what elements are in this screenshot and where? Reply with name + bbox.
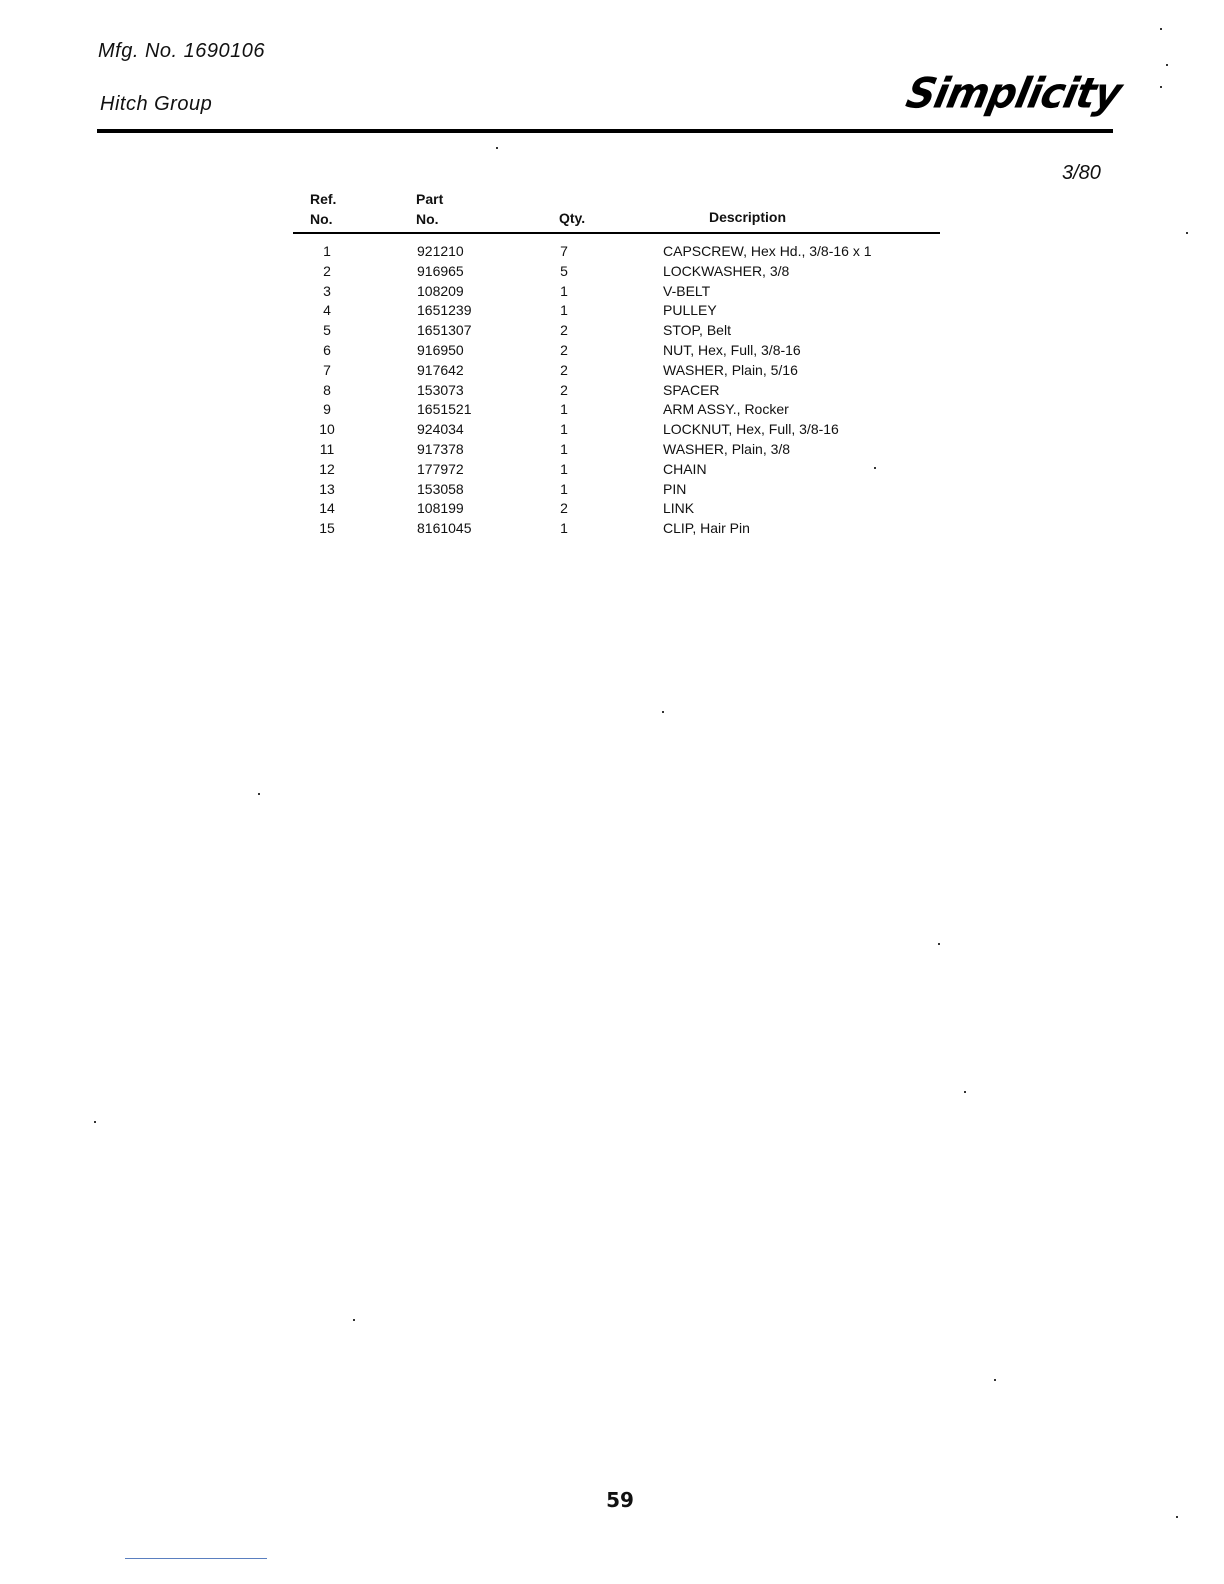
part-cell: 153058 [417, 480, 464, 497]
part-cell: 924034 [417, 421, 464, 438]
qty-cell: 1 [560, 421, 568, 438]
table-row [0, 440, 1224, 460]
description-cell: WASHER, Plain, 3/8 [663, 440, 791, 457]
description-cell: LOCKNUT, Hex, Full, 3/8-16 [663, 421, 839, 438]
description-cell: NUT, Hex, Full, 3/8-16 [663, 341, 801, 358]
table-row [0, 420, 1224, 440]
description-cell: LINK [663, 500, 695, 517]
ref-cell: 15 [319, 520, 335, 537]
qty-cell: 5 [560, 262, 568, 279]
scan-speck [1160, 28, 1162, 30]
table-row [0, 262, 1224, 282]
description-cell: WASHER, Plain, 5/16 [663, 361, 798, 378]
part-cell: 177972 [417, 460, 464, 477]
header-qty: Qty. [559, 210, 586, 226]
qty-cell: 1 [560, 480, 568, 497]
table-row [0, 499, 1224, 519]
header-ref-line1: Ref. [310, 191, 337, 207]
ref-cell: 13 [319, 480, 335, 497]
description-cell: LOCKWASHER, 3/8 [663, 262, 790, 279]
part-cell: 1651239 [417, 302, 472, 319]
part-cell: 1651307 [417, 322, 472, 339]
scan-speck [1176, 1516, 1178, 1518]
table-row [0, 480, 1224, 500]
ref-cell: 5 [323, 322, 331, 339]
ref-cell: 8 [323, 381, 331, 398]
scan-speck [496, 147, 498, 149]
ref-cell: 11 [319, 440, 335, 457]
ref-cell: 4 [323, 302, 331, 319]
header-description: Description [709, 209, 787, 225]
part-cell: 916965 [417, 262, 464, 279]
description-cell: V-BELT [663, 282, 711, 299]
table-row [0, 381, 1224, 401]
qty-cell: 1 [560, 282, 568, 299]
qty-cell: 1 [560, 302, 568, 319]
qty-cell: 1 [560, 460, 568, 477]
scan-speck [1186, 232, 1188, 234]
scan-speck [964, 1091, 966, 1093]
qty-cell: 1 [560, 401, 568, 418]
table-row [0, 242, 1224, 262]
scan-speck [353, 1319, 355, 1321]
table-header-rule [293, 232, 940, 234]
header-part-no [416, 189, 443, 229]
ref-cell: 14 [319, 500, 335, 517]
header-part-line2: No. [416, 211, 439, 227]
section-title: Hitch Group [100, 93, 213, 115]
qty-cell: 2 [560, 361, 568, 378]
mfg-number: Mfg. No. 1690106 [98, 40, 265, 62]
ref-cell: 2 [323, 262, 331, 279]
header-ref-line2: No. [310, 211, 333, 227]
table-row [0, 282, 1224, 302]
qty-cell: 1 [560, 520, 568, 537]
qty-cell: 1 [560, 440, 568, 457]
brand-logo: Simplicity [902, 69, 1126, 118]
table-row [0, 361, 1224, 381]
qty-cell: 2 [560, 381, 568, 398]
part-cell: 916950 [417, 341, 464, 358]
table-row [0, 460, 1224, 480]
scan-speck [938, 943, 940, 945]
header-part-line1: Part [416, 191, 444, 207]
ref-cell: 9 [323, 401, 331, 418]
scan-speck [1160, 86, 1162, 88]
ref-cell: 12 [319, 460, 335, 477]
description-cell: ARM ASSY., Rocker [663, 401, 789, 418]
ref-cell: 1 [323, 243, 331, 259]
description-cell: CAPSCREW, Hex Hd., 3/8-16 x 1 [663, 243, 872, 259]
qty-cell: 2 [560, 322, 568, 339]
ref-cell: 6 [323, 341, 331, 358]
description-cell: PULLEY [663, 302, 717, 319]
ref-cell: 10 [319, 421, 335, 438]
qty-cell: 2 [560, 500, 568, 517]
qty-cell: 2 [560, 341, 568, 358]
scan-speck [994, 1379, 996, 1381]
table-row [0, 519, 1224, 539]
table-row [0, 301, 1224, 321]
description-cell: CHAIN [663, 460, 707, 477]
ref-cell: 3 [323, 282, 331, 299]
header-ref-no [310, 189, 336, 229]
part-cell: 108199 [417, 500, 464, 517]
part-cell: 8161045 [417, 520, 472, 537]
table-row [0, 341, 1224, 361]
scan-speck [1166, 64, 1168, 66]
scan-speck [874, 467, 876, 469]
table-row [0, 400, 1224, 420]
description-cell: SPACER [663, 381, 720, 398]
part-cell: 921210 [417, 243, 464, 259]
description-cell: STOP, Belt [663, 322, 731, 339]
qty-cell: 7 [560, 243, 568, 259]
description-cell: CLIP, Hair Pin [663, 520, 750, 537]
part-cell: 917642 [417, 361, 464, 378]
scan-speck [94, 1121, 96, 1123]
parts-table [0, 242, 1224, 539]
part-cell: 1651521 [417, 401, 472, 418]
part-cell: 108209 [417, 282, 464, 299]
description-cell: PIN [663, 480, 687, 497]
part-cell: 917378 [417, 440, 464, 457]
page-number: 59 [606, 1488, 634, 1512]
revision-date: 3/80 [1062, 162, 1101, 184]
ref-cell: 7 [323, 361, 331, 378]
scan-speck [258, 793, 260, 795]
table-row [0, 321, 1224, 341]
part-cell: 153073 [417, 381, 464, 398]
header-rule [97, 129, 1113, 133]
footer-rule [125, 1558, 267, 1559]
scan-speck [662, 711, 664, 713]
